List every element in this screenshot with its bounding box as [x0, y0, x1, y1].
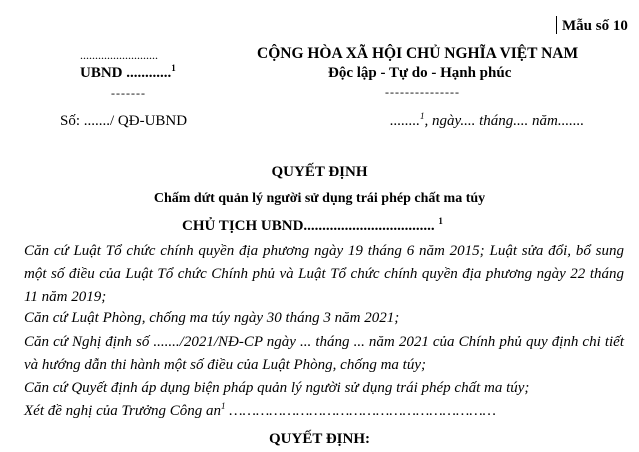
document-subtitle: Chấm dứt quản lý người sử dụng trái phép chất ma túy [153, 191, 486, 206]
agency-footnote: 1 [171, 63, 176, 73]
agency-label: UBND ............ [80, 65, 172, 81]
proposal-dots: …………………………………………………… [225, 403, 497, 419]
form-number-marker [556, 16, 557, 34]
proposal-prefix: Xét đề nghị của Trưởng Công an [24, 403, 222, 419]
place-date-suffix: , ngày.... tháng.... năm....... [424, 113, 585, 129]
place-date-footnote: 1 [420, 111, 425, 121]
legal-basis-3: Căn cứ Nghị định số ......./2021/NĐ-CP ngày ... tháng ... năm 2021 của Chính phủ quy định chi tiết và hướng dẫn thi hành một số điều của Luật Phòng, chống ma túy; [24, 334, 624, 373]
motto-separator: --------------- [385, 85, 460, 99]
decision-heading: QUYẾT ĐỊNH: [269, 431, 370, 447]
document-title: QUYẾT ĐỊNH [271, 164, 368, 180]
authority-label: CHỦ TỊCH UBND................................... [182, 218, 435, 234]
agency-dots: .......................... [80, 48, 158, 62]
proposal-footnote: 1 [221, 401, 226, 411]
form-number: Mẫu số 10 [562, 18, 628, 34]
authority-footnote: 1 [438, 216, 443, 226]
national-motto: Độc lập - Tự do - Hạnh phúc [328, 65, 512, 81]
legal-basis-1: Căn cứ Luật Tổ chức chính quyền địa phương ngày 19 tháng 6 năm 2015; Luật sửa đổi, bổ sung một số điều của Luật Tổ chức Chính phủ và Luật Tổ chức chính quyền địa phương ngày 22 tháng 11 năm 2019; [24, 243, 624, 305]
agency-separator: ------- [111, 86, 146, 100]
issuing-authority [182, 218, 443, 235]
document-number: Số: ......./ QĐ-UBND [60, 113, 188, 129]
national-title: CỘNG HÒA XÃ HỘI CHỦ NGHĨA VIỆT NAM [257, 45, 579, 62]
place-date [390, 113, 584, 130]
legal-basis-2: Căn cứ Luật Phòng, chống ma túy ngày 30 tháng 3 năm 2021; [24, 310, 400, 326]
legal-basis-4: Căn cứ Quyết định áp dụng biện pháp quản lý người sử dụng trái phép chất ma túy; [24, 380, 530, 396]
proposal-line [24, 400, 624, 423]
agency-name [80, 65, 176, 82]
place-date-prefix: ........ [390, 113, 420, 129]
